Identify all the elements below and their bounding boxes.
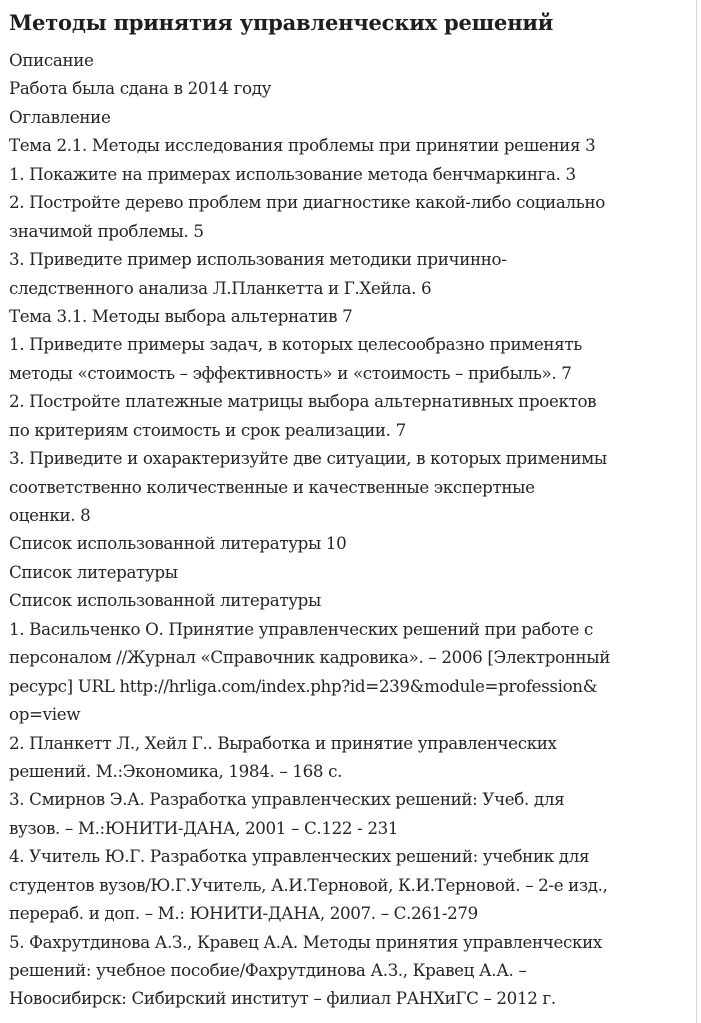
toc-item: 2. Постройте дерево проблем при диагностике какой-либо социально xyxy=(9,192,605,213)
toc-item: 3. Приведите пример использования методики причинно- xyxy=(9,249,507,270)
toc-item-continued: следственного анализа Л.Планкетта и Г.Хейла. 6 xyxy=(9,277,432,298)
reference-item-continued: решений. М.:Экономика, 1984. – 168 с. xyxy=(9,760,343,781)
toc-item: 1. Покажите на примерах использование метода бенчмаркинга. 3 xyxy=(9,163,576,184)
toc-item-continued: оценки. 8 xyxy=(9,505,91,525)
reference-item-continued: перераб. и доп. – М.: ЮНИТИ-ДАНА, 2007. – С.261-279 xyxy=(9,903,478,924)
toc-topic: Тема 2.1. Методы исследования проблемы при принятии решения 3 xyxy=(9,135,596,156)
toc-item: 3. Приведите и охарактеризуйте две ситуации, в которых применимы xyxy=(9,448,607,469)
reference-url-line: ресурс] URL http://hrliga.com/index.php?id=239&module=profession& xyxy=(9,675,598,696)
section-label-contents: Оглавление xyxy=(9,106,111,127)
reference-item: 2. Планкетт Л., Хейл Г.. Выработка и принятие управленческих xyxy=(9,732,557,753)
document-body xyxy=(9,46,686,1013)
toc-item: 2. Постройте платежные матрицы выбора альтернативных проектов xyxy=(9,391,597,412)
reference-item-continued: Новосибирск: Сибирский институт – филиал РАНХиГС – 2012 г. xyxy=(9,988,556,1009)
toc-item-continued: значимой проблемы. 5 xyxy=(9,220,204,241)
submission-note: Работа была сдана в 2014 году xyxy=(9,78,272,99)
reference-item: 3. Смирнов Э.А. Разработка управленческих решений: Учеб. для xyxy=(9,789,565,810)
toc-references: Список использованной литературы 10 xyxy=(9,533,347,554)
toc-item: 1. Приведите примеры задач, в которых целесообразно применять xyxy=(9,334,582,355)
section-label-literature: Список литературы xyxy=(9,561,178,582)
document-title: Методы принятия управленческих решений xyxy=(9,10,554,35)
section-label-description: Описание xyxy=(9,50,94,70)
reference-item: 5. Фахрутдинова А.З., Кравец А.А. Методы принятия управленческих xyxy=(9,931,602,952)
toc-item-continued: методы «стоимость – эффективность» и «стоимость – прибыль». 7 xyxy=(9,362,572,383)
reference-url-line: op=view xyxy=(9,704,81,725)
reference-item: 1. Васильченко О. Принятие управленческих решений при работе с xyxy=(9,618,593,639)
reference-item-continued: решений: учебное пособие/Фахрутдинова А.З., Кравец А.А. – xyxy=(9,960,527,980)
reference-item-continued: персоналом //Журнал «Справочник кадровика». – 2006 [Электронный xyxy=(9,647,610,668)
toc-item-continued: соответственно количественные и качественные экспертные xyxy=(9,476,535,497)
reference-item-continued: вузов. – М.:ЮНИТИ-ДАНА, 2001 – С.122 - 231 xyxy=(9,817,399,838)
reference-item: 4. Учитель Ю.Г. Разработка управленческих решений: учебник для xyxy=(9,846,590,867)
references-heading: Список использованной литературы xyxy=(9,590,321,611)
toc-topic: Тема 3.1. Методы выбора альтернатив 7 xyxy=(9,305,353,326)
toc-item-continued: по критериям стоимость и срок реализации. 7 xyxy=(9,419,406,440)
reference-item-continued: студентов вузов/Ю.Г.Учитель, А.И.Терновой, К.И.Терновой. – 2-е изд., xyxy=(9,874,608,895)
